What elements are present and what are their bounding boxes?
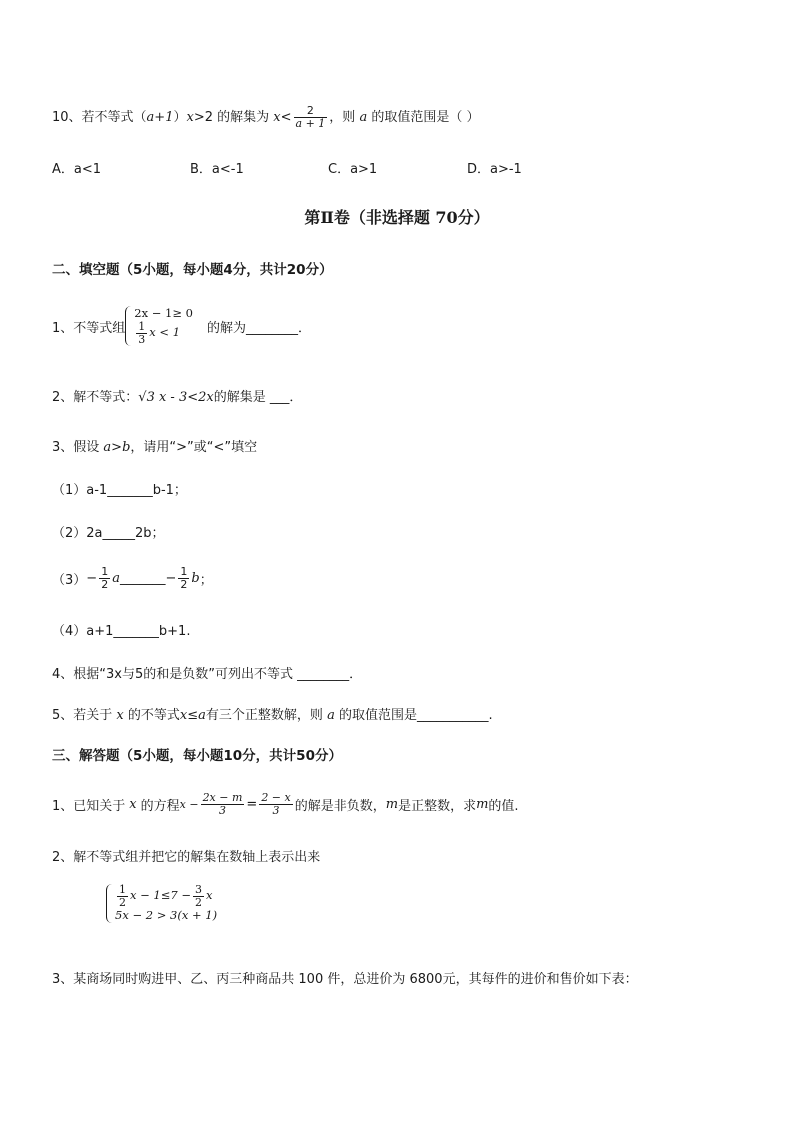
fraction: $\frac{2}{a + 1}$ bbox=[295, 104, 326, 130]
inequality-system: 2x − 1≥ 0 $\frac{1}{3}$ x < 1 bbox=[125, 306, 193, 345]
solve-question-2-system bbox=[106, 884, 217, 923]
solve-question-3: 3、某商场同时购进甲、乙、丙三种商品共 100 件，总进价为 6800元，其每件的进价和售价如下表： bbox=[52, 972, 638, 987]
inequality-system: $\frac{1}{2}$ x − 1≤7 − $\frac{3}{2}$ x 5x − 2 > 3(x + 1) bbox=[106, 884, 217, 923]
option-d: D．a>-1 bbox=[467, 162, 522, 177]
question-10: 10、若不等式（a+1）x>2 的解集为 x< $\frac{2}{a + 1}$ ，则 a 的取值范围是（ ） bbox=[52, 104, 480, 130]
fill-question-3-4: （4）a+1_______b+1. bbox=[52, 624, 191, 639]
fill-question-1: 1、不等式组 2x − 1≥ 0 $\frac{1}{3}$ x < 1 的解为________． bbox=[52, 306, 311, 346]
fill-question-3-1: （1）a-1_______b-1； bbox=[52, 483, 187, 498]
fill-question-4: 4、根据“3x与5的和是负数”可列出不等式 ________． bbox=[52, 667, 363, 682]
fill-question-3: 3、假设 a>b，请用“>”或“<”填空 bbox=[52, 440, 258, 455]
option-c: C．a>1 bbox=[328, 162, 378, 177]
option-a: A．a<1 bbox=[52, 162, 102, 177]
fill-question-2: 2、解不等式：√3 x - 3<2x的解集是 ___． bbox=[52, 390, 303, 405]
fill-question-5: 5、若关于 x 的不等式x≤a有三个正整数解，则 a 的取值范围是___________. bbox=[52, 708, 493, 723]
section2-title: 二、填空题（5小题，每小题4分，共计20分） bbox=[52, 262, 333, 278]
q10-options bbox=[52, 158, 752, 178]
option-b: B．a<-1 bbox=[190, 162, 244, 177]
solve-question-2: 2、解不等式组并把它的解集在数轴上表示出来 bbox=[52, 850, 321, 865]
part2-title: 第Ⅱ卷（非选择题 70分） bbox=[304, 208, 490, 227]
fill-question-3-2: （2）2a_____2b； bbox=[52, 526, 165, 541]
fill-question-3-3: （3） − $\frac{1}{2}$ a _______ − $\frac{1}{2}$ b ； bbox=[52, 564, 213, 591]
solve-question-1: 1、已知关于 x 的方程 x − $\frac{2x - m}{3}$ = $\frac{2 - x}{3}$ 的解是非负数， m 是正整数，求 m 的值. bbox=[52, 790, 519, 817]
section3-title: 三、解答题（5小题，每小题10分，共计50分） bbox=[52, 748, 342, 764]
